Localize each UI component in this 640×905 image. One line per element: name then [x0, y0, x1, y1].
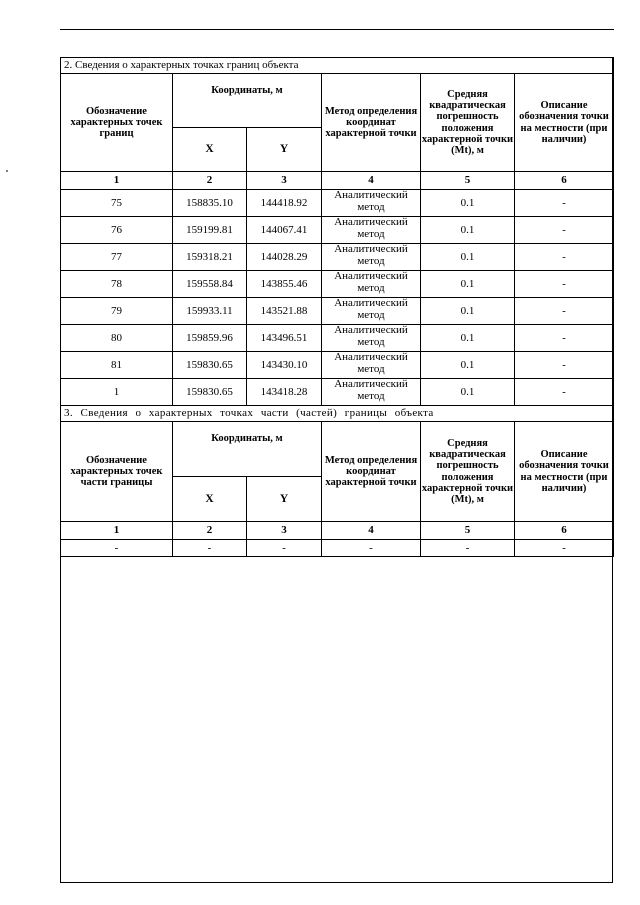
cell-method: Аналитический метод — [322, 352, 421, 379]
header-coordinates: Координаты, м — [173, 74, 322, 128]
cell-y: - — [247, 540, 322, 557]
header-error: Средняя квадратическая погрешность положения характерной точки (Mt), м — [421, 422, 515, 522]
cell-error: 0.1 — [421, 190, 515, 217]
header-y: Y — [247, 477, 322, 522]
header-x: X — [173, 128, 247, 172]
cell-error: 0.1 — [421, 379, 515, 406]
cell-error: 0.1 — [421, 325, 515, 352]
cell-y: 144067.41 — [247, 217, 322, 244]
column-number: 1 — [61, 522, 173, 540]
header-y: Y — [247, 128, 322, 172]
table-row — [61, 298, 614, 325]
cell-y: 143430.10 — [247, 352, 322, 379]
section3-header-row-1 — [61, 422, 614, 477]
column-number: 6 — [515, 172, 614, 190]
section3-title: 3. Сведения о характерных точках части (частей) границы объекта — [61, 406, 614, 422]
cell-method: Аналитический метод — [322, 379, 421, 406]
stray-mark — [6, 170, 8, 172]
cell-error: 0.1 — [421, 271, 515, 298]
cell-method: Аналитический метод — [322, 217, 421, 244]
cell-x: 158835.10 — [173, 190, 247, 217]
cell-point: 80 — [61, 325, 173, 352]
cell-description: - — [515, 540, 614, 557]
cell-x: 159933.11 — [173, 298, 247, 325]
section3-title-row — [61, 406, 614, 422]
cell-error: - — [421, 540, 515, 557]
column-number: 2 — [173, 522, 247, 540]
cell-error: 0.1 — [421, 244, 515, 271]
header-designation: Обозначение характерных точек части границы — [61, 422, 173, 522]
column-number: 5 — [421, 172, 515, 190]
cell-description: - — [515, 352, 614, 379]
cell-description: - — [515, 325, 614, 352]
cell-method: Аналитический метод — [322, 244, 421, 271]
cell-x: 159318.21 — [173, 244, 247, 271]
column-number: 5 — [421, 522, 515, 540]
header-error: Средняя квадратическая погрешность положения характерной точки (Mt), м — [421, 74, 515, 172]
table-row — [61, 190, 614, 217]
cell-method: Аналитический метод — [322, 325, 421, 352]
section2-column-numbers — [61, 172, 614, 190]
cell-point: 77 — [61, 244, 173, 271]
header-x: X — [173, 477, 247, 522]
table-row — [61, 540, 614, 557]
column-number: 4 — [322, 522, 421, 540]
column-number: 3 — [247, 172, 322, 190]
cell-description: - — [515, 217, 614, 244]
column-number: 6 — [515, 522, 614, 540]
cell-point: - — [61, 540, 173, 557]
cell-point: 75 — [61, 190, 173, 217]
cell-description: - — [515, 298, 614, 325]
cell-error: 0.1 — [421, 352, 515, 379]
cell-x: 159859.96 — [173, 325, 247, 352]
header-coordinates: Координаты, м — [173, 422, 322, 477]
header-description: Описание обозначения точки на местности (при наличии) — [515, 74, 614, 172]
points-table — [60, 57, 614, 557]
cell-description: - — [515, 379, 614, 406]
cell-method: Аналитический метод — [322, 271, 421, 298]
column-number: 3 — [247, 522, 322, 540]
section2-header-row-1 — [61, 74, 614, 128]
cell-point: 1 — [61, 379, 173, 406]
cell-y: 143418.28 — [247, 379, 322, 406]
cell-x: 159558.84 — [173, 271, 247, 298]
cell-point: 81 — [61, 352, 173, 379]
cell-description: - — [515, 190, 614, 217]
cell-error: 0.1 — [421, 298, 515, 325]
cell-method: Аналитический метод — [322, 298, 421, 325]
cell-description: - — [515, 271, 614, 298]
cell-x: 159830.65 — [173, 352, 247, 379]
table-row — [61, 244, 614, 271]
cell-y: 143496.51 — [247, 325, 322, 352]
table-row — [61, 325, 614, 352]
top-rule — [60, 29, 614, 30]
cell-y: 143521.88 — [247, 298, 322, 325]
cell-point: 78 — [61, 271, 173, 298]
cell-method: - — [322, 540, 421, 557]
column-number: 2 — [173, 172, 247, 190]
cell-point: 79 — [61, 298, 173, 325]
cell-x: 159830.65 — [173, 379, 247, 406]
column-number: 4 — [322, 172, 421, 190]
cell-description: - — [515, 244, 614, 271]
table-row — [61, 271, 614, 298]
cell-x: 159199.81 — [173, 217, 247, 244]
header-designation: Обозначение характерных точек границ — [61, 74, 173, 172]
table-row — [61, 352, 614, 379]
table-row — [61, 379, 614, 406]
document-frame — [60, 57, 613, 883]
cell-error: 0.1 — [421, 217, 515, 244]
header-description: Описание обозначения точки на местности (при наличии) — [515, 422, 614, 522]
table-row — [61, 217, 614, 244]
column-number: 1 — [61, 172, 173, 190]
cell-y: 144418.92 — [247, 190, 322, 217]
cell-method: Аналитический метод — [322, 190, 421, 217]
header-method: Метод определения координат характерной точки — [322, 422, 421, 522]
cell-x: - — [173, 540, 247, 557]
header-method: Метод определения координат характерной точки — [322, 74, 421, 172]
section2-title-row — [61, 58, 614, 74]
cell-y: 144028.29 — [247, 244, 322, 271]
cell-y: 143855.46 — [247, 271, 322, 298]
section3-column-numbers — [61, 522, 614, 540]
section2-title: 2. Сведения о характерных точках границ объекта — [61, 58, 614, 74]
cell-point: 76 — [61, 217, 173, 244]
